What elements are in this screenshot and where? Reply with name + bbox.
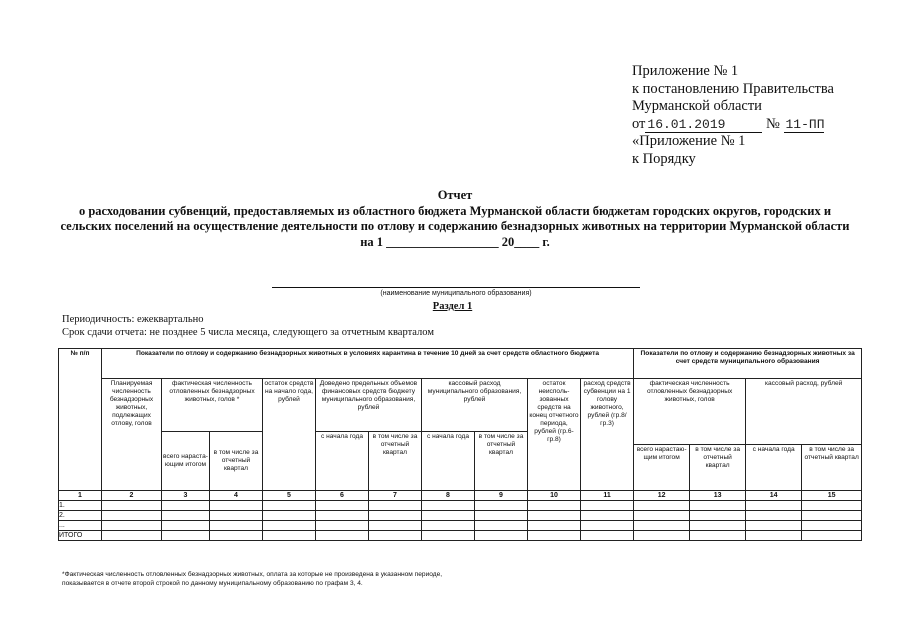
balance-header: остаток средств на начало года, рублей [263, 379, 316, 491]
limits-quarter-header: в том числе за отчетный квартал [369, 432, 422, 491]
limits-year-header: с начала года [316, 432, 369, 491]
actual-quarter-header: в том числе за отчетный квартал [210, 432, 263, 491]
periodicity: Периодичность: ежеквартально [62, 314, 204, 325]
limits-header: Доведено предельных объемов финансовых средств бюджету муниципального образования, рублей [316, 379, 422, 432]
appendix-line-3: Мурманской области [632, 98, 762, 114]
deadline: Срок сдачи отчета: не позднее 5 числа месяца, следующего за отчетным кварталом [62, 326, 434, 338]
col-num-15: 15 [802, 491, 862, 501]
col-num-6: 6 [316, 491, 369, 501]
actual-header: фактическая численность отловленных безнадзорных животных, голов * [162, 379, 263, 432]
m-cash-header: кассовый расход, рублей [746, 379, 862, 445]
row-label: 1. [59, 501, 102, 511]
m-cash-quarter-header: в том числе за отчетный квартал [802, 445, 862, 491]
municipality-caption: (наименование муниципального образования) [272, 287, 640, 297]
from-prefix: от [632, 115, 646, 132]
group-municipal-header: Показатели по отлову и содержанию безнадзорных животных за счет средств муниципального образования [634, 349, 862, 379]
m-actual-total-header: всего нарастаю-щим итогом [634, 445, 690, 491]
report-heading: Отчет [437, 188, 473, 202]
col-num-4: 4 [210, 491, 263, 501]
col-num-11: 11 [581, 491, 634, 501]
cash-year-header: с начала года [422, 432, 475, 491]
report-date-line: на 1 __________________ 20____ г. [360, 234, 550, 249]
appendix-line-2: к постановлению Правительства [632, 80, 834, 97]
report-table [58, 348, 862, 541]
col-num-9: 9 [475, 491, 528, 501]
resolution-date: 16.01.2019 [645, 118, 762, 133]
total-row [59, 531, 862, 541]
col-number-header: № п/п [59, 349, 102, 491]
col-num-7: 7 [369, 491, 422, 501]
appendix-line-1: Приложение № 1 [632, 63, 739, 79]
footnote-line-1: *Фактическая численность отловленных безнадзорных животных, оплата за которые не произведена в указанном периоде, [62, 571, 443, 578]
cash-quarter-header: в том числе за отчетный квартал [475, 432, 528, 491]
appendix-line-6: к Порядку [632, 150, 696, 167]
report-meta [62, 314, 434, 339]
m-actual-header: фактическая численность отловленных безнадзорных животных, голов [634, 379, 746, 445]
row-label: ИТОГО [59, 531, 102, 541]
appendix-header [632, 63, 892, 168]
actual-total-header: всего нараста-ющим итогом [162, 432, 210, 491]
cash-header: кассовый расход муниципального образования, рублей [422, 379, 528, 432]
col-num-14: 14 [746, 491, 802, 501]
section-title: Раздел 1 [432, 301, 473, 312]
footnote [62, 570, 582, 588]
appendix-date-line [632, 116, 892, 134]
table-row [59, 521, 862, 531]
m-cash-year-header: с начала года [746, 445, 802, 491]
unused-header: остаток неисполь-зованных средств на конец отчетного периода, рублей (гр.6-гр.8) [528, 379, 581, 491]
resolution-number: 11-ПП [785, 116, 825, 132]
row-label: ... [59, 521, 102, 531]
group-regional-header: Показатели по отлову и содержанию безнадзорных животных в условиях карантина в течение 10 дней за счет средств областного бюджета [102, 349, 634, 379]
row-label: 2. [59, 511, 102, 521]
footnote-line-2: показывается в отчете второй строкой по данному муниципальному образованию по графам 3, 4. [62, 580, 363, 587]
col-num-5: 5 [263, 491, 316, 501]
report-title [55, 188, 855, 250]
col-num-2: 2 [102, 491, 162, 501]
report-subtitle: о расходовании субвенций, предоставляемых из областного бюджета Мурманской области бюджетам городских округов, городских и сельских поселений на осуществление деятельности по отлову и содержанию безнадзорных животных на территории Мурманской области [60, 203, 850, 233]
planned-header: Планируемая численность безнадзорных животных, подлежащих отлову, голов [102, 379, 162, 491]
per-head-header: расход средств субвенции на 1 голову животного, рублей (гр.8/гр.3) [581, 379, 634, 491]
number-prefix: № [766, 115, 780, 132]
col-num-13: 13 [690, 491, 746, 501]
col-num-3: 3 [162, 491, 210, 501]
col-num-8: 8 [422, 491, 475, 501]
table-row [59, 511, 862, 521]
appendix-line-5: «Приложение № 1 [632, 133, 746, 149]
col-num-10: 10 [528, 491, 581, 501]
col-num-12: 12 [634, 491, 690, 501]
column-numbers-row [59, 491, 862, 501]
table-row [59, 501, 862, 511]
col-num-1: 1 [59, 491, 102, 501]
m-actual-quarter-header: в том числе за отчетный квартал [690, 445, 746, 491]
